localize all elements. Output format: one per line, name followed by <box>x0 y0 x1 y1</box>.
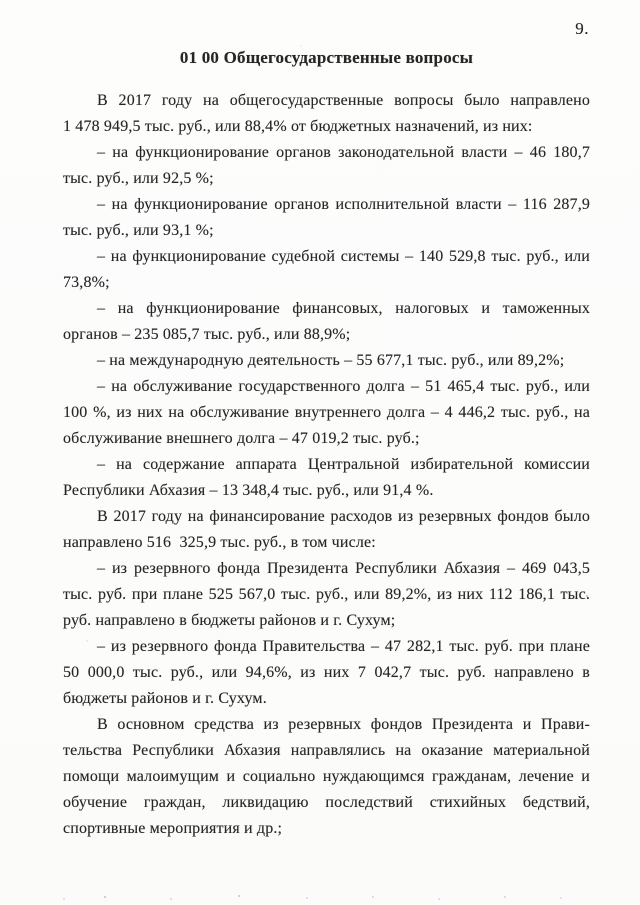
document-body <box>63 88 590 842</box>
text-line: тыс. руб., или 92,5 %; <box>63 170 214 187</box>
text-line: – из резервного фонда Правительства – 47 282,1 тыс. руб. при плане <box>97 638 590 655</box>
text-line: – на функционирование органов исполнительной власти – 116 287,9 <box>97 196 590 213</box>
text-line: – на международную деятельность – 55 677,1 тыс. руб., или 89,2%; <box>97 352 565 369</box>
text-line: направлено 516 325,9 тыс. руб., в том числе: <box>63 534 376 551</box>
text-line: – на функционирование финансовых, налоговых и таможенных <box>97 300 590 317</box>
text-line: 1 478 949,5 тыс. руб., или 88,4% от бюджетных назначений, из них: <box>63 118 533 135</box>
text-line: тыс. руб. при плане 525 567,0 тыс. руб., или 89,2%, из них 112 186,1 тыс. <box>63 586 590 603</box>
text-line: спортивные мероприятия и др.; <box>63 820 283 837</box>
text-line: обучение граждан, ликвидацию последствий стихийных бедствий, <box>63 794 590 811</box>
text-line: руб. направлено в бюджеты районов и г. Сухум; <box>63 612 396 629</box>
text-line: тыс. руб., или 93,1 %; <box>63 222 214 239</box>
text-line: 50 000,0 тыс. руб., или 94,6%, из них 7 042,7 тыс. руб. направлено в <box>63 664 590 681</box>
text-line: – на обслуживание государственного долга – 51 465,4 тыс. руб., или <box>97 378 590 395</box>
scan-speckle-artifacts <box>0 0 2 2</box>
text-line: – на функционирование органов законодательной власти – 46 180,7 <box>97 144 590 161</box>
text-line: обслуживание внешнего долга – 47 019,2 тыс. руб.; <box>63 430 420 447</box>
text-line: Республики Абхазия – 13 348,4 тыс. руб., или 91,4 %. <box>63 482 434 499</box>
text-line: В 2017 году на общегосударственные вопросы было направлено <box>97 92 590 109</box>
text-line: бюджеты районов и г. Сухум. <box>63 690 267 707</box>
text-line: тельства Республики Абхазия направлялись на оказание материальной <box>63 742 590 759</box>
text-line: органов – 235 085,7 тыс. руб., или 88,9%; <box>63 326 351 343</box>
text-line: В 2017 году на финансирование расходов из резервных фондов было <box>97 508 590 525</box>
text-line: – из резервного фонда Президента Республики Абхазия – 469 043,5 <box>97 560 590 577</box>
text-line: 100 %, из них на обслуживание внутреннего долга – 4 446,2 тыс. руб., на <box>63 404 590 421</box>
text-line: – на функционирование судебной системы – 140 529,8 тыс. руб., или <box>97 248 590 265</box>
text-line: 73,8%; <box>63 274 110 291</box>
text-line: помощи малоимущим и социально нуждающимся гражданам, лечение и <box>63 768 590 785</box>
page-number: 9. <box>575 19 589 38</box>
text-line: В основном средства из резервных фондов Президента и Прави- <box>97 716 590 733</box>
section-heading: 01 00 Общегосударственные вопросы <box>179 48 474 67</box>
text-line: – на содержание аппарата Центральной избирательной комиссии <box>97 456 590 473</box>
